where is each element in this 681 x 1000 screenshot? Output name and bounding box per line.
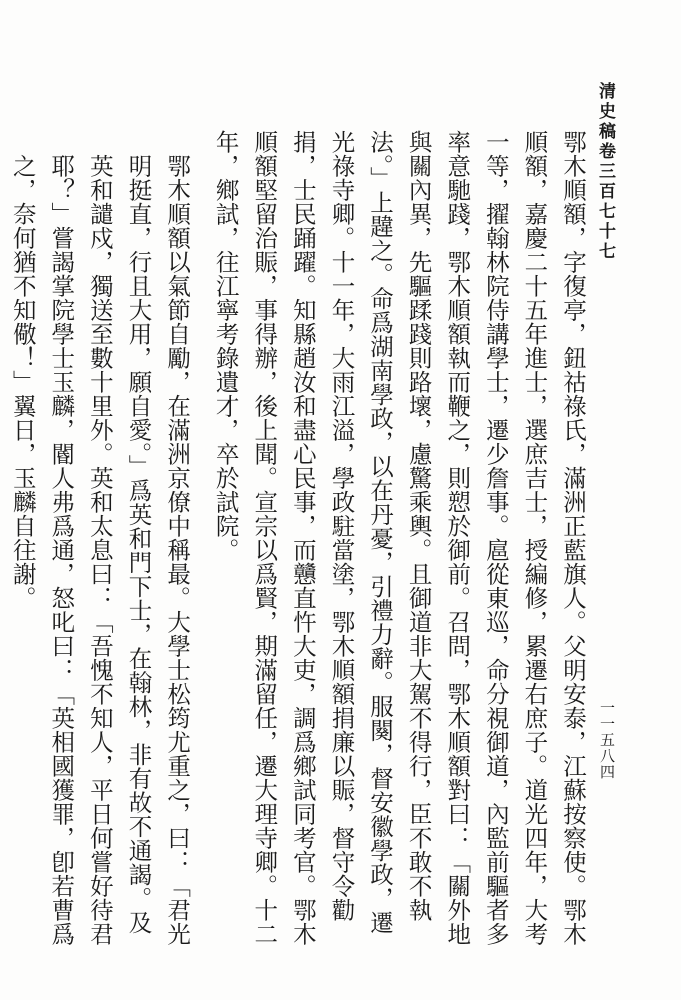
- running-header-title: 清史稿卷三百七十七: [595, 82, 615, 262]
- paragraph-oumushunge-character: 鄂木順額以氣節自勵，在滿洲京僚中稱最。大學士松筠尤重之，曰：「君光明挺直，行且大用，願自愛。」爲英和門下士，在翰林，非有故不通謁。及英和譴戍，獨送至數十里外。英和太息曰：「吾愧不知人，平日何嘗好待君耶？」嘗謁掌院學士玉麟，閽人弗爲通，怒叱曰：「英相國獲罪，卽若曹爲之，奈何猶不知儆！」翼日，玉麟自往謝。: [8, 153, 192, 946]
- paragraph-oumushunge-biography: 鄂木順額，字復亭，鈕祜祿氏，滿洲正藍旗人。父明安泰，江蘇按察使。鄂木順額，嘉慶二十五年進士，選庶吉士，授編修，累遷右庶子。道光四年，大考一等，擢翰林院侍講學士，遷少詹事。扈從東巡，命分視御道，內監前驅者多率意馳踐，鄂木順額執而鞭之，則愬於御前。召問，鄂木順額對曰：「關外地與關內異，先驅蹂踐則路壞，慮驚乘輿。且御道非大駕不得行，臣不敢不執法。」上韙之。命爲湖南學政，以在丹憂，引禮力辭。服闋，督安徽學政，遷光祿寺卿。十一年，大雨江溢，學政駐當塗，鄂木順額捐廉以賑，督守令勸捐，士民踊躍。知縣趙汝和盡心民事，而戇直忤大吏，調爲鄉試同考官。鄂木順額堅留治賑，事得辦，後上聞。宣宗以爲賢，期滿留任，遷大理寺卿。十二年，鄉試，往江寧考錄遺才，卒於試院。: [211, 130, 587, 946]
- page-number: 一一五八四: [598, 700, 616, 780]
- body-text: [8, 130, 592, 950]
